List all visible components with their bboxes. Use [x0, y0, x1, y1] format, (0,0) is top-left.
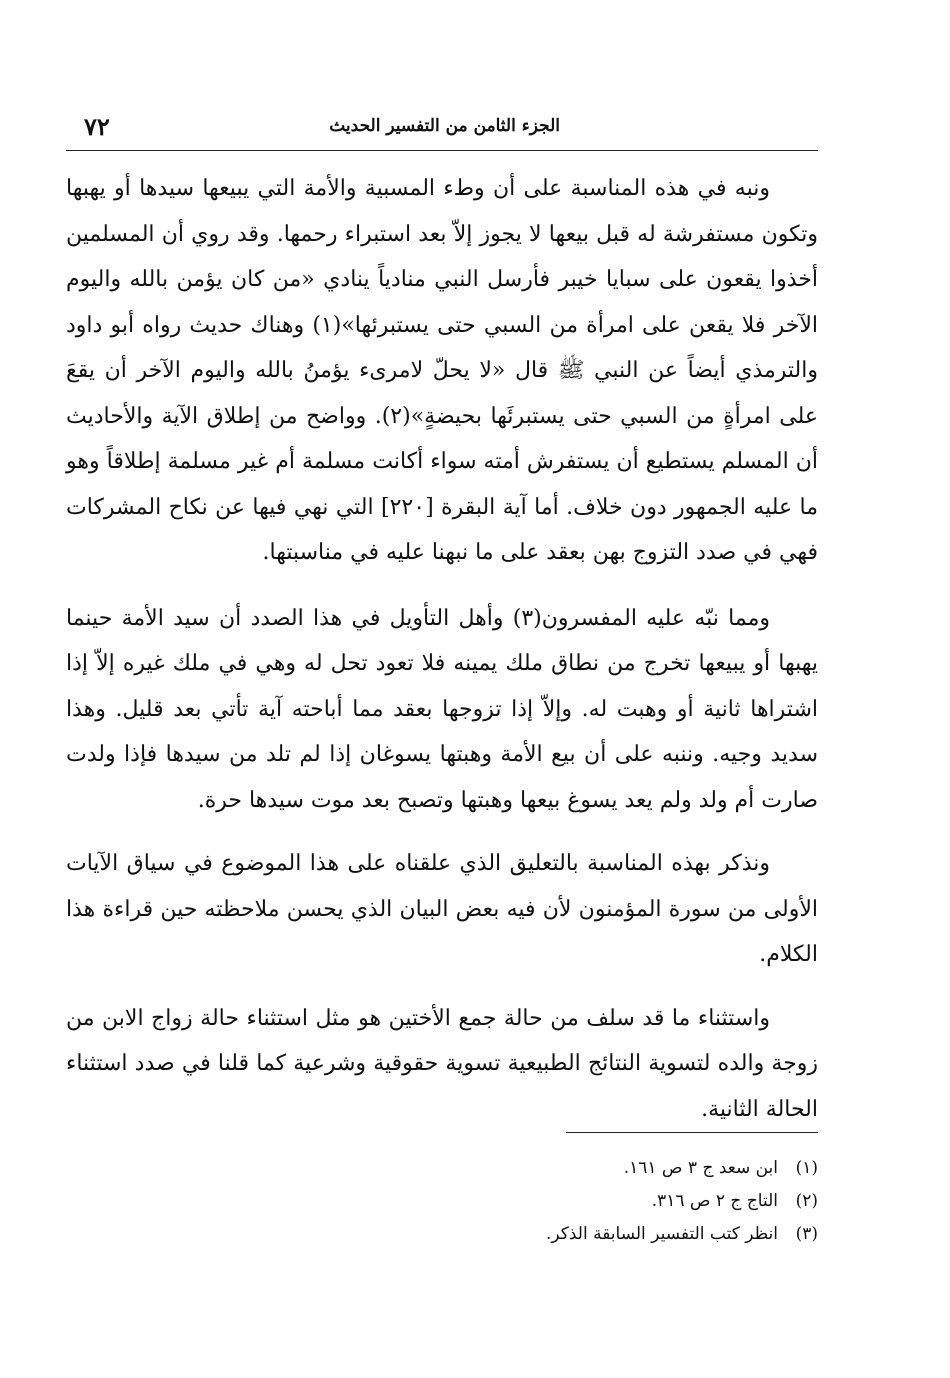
footnote-number: (٢) [795, 1191, 818, 1211]
footnote-number: (١) [795, 1158, 818, 1178]
paragraph: ونذكر بهذه المناسبة بالتعليق الذي علقناه على هذا الموضوع في سياق الآيات الأولى من سورة المؤمنون لأن فيه بعض البيان الذي يحسن ملاحظته حين قراءة هذا الكلام. [66, 851, 818, 967]
footnotes [258, 1152, 818, 1251]
footnote-text: انظر كتب التفسير السابقة الذكر. [545, 1224, 778, 1244]
running-header [66, 110, 818, 151]
footnote-number: (٣) [795, 1224, 818, 1244]
footnote [258, 1185, 818, 1218]
paragraph: واستثناء ما قد سلف من حالة جمع الأختين هو مثل استثناء حالة زواج الابن من زوجة والده لتسوية النتائج الطبيعية تسوية حقوقية وشرعية كما قلنا في صدد استثناء الحالة الثانية. [66, 1005, 818, 1122]
footnote-separator [566, 1132, 818, 1133]
main-text [66, 166, 818, 1150]
footnote [258, 1152, 818, 1185]
paragraph: ومما نبّه عليه المفسرون(٣) وأهل التأويل في هذا الصدد أن سيد الأمة حينما يهبها أو يبيعها تخرج من نطاق ملك يمينه فلا تعود تحل له وهي في ملك غيره إلاّ إذا اشتراها ثانية أو وهبت له. وإلاّ إذا تزوجها بعقد مما أباحته آية تأتي بعد قليل. وهذا سديد وجيه. وننبه على أن بيع الأمة وهبتها يسوغان إذا لم تلد من سيدها فإذا ولدت صارت أم ولد ولم يعد يسوغ بيعها وهبتها وتصبح بعد موت سيدها حرة. [66, 605, 818, 813]
footnote-text: ابن سعد ج ٣ ص ١٦١. [623, 1158, 778, 1178]
running-title: الجزء الثامن من التفسير الحديث [329, 116, 560, 136]
footnote-text: التاج ج ٢ ص ٣١٦. [651, 1191, 778, 1211]
page-number: ٧٢ [84, 112, 110, 141]
footnote [258, 1218, 818, 1251]
paragraph: ونبه في هذه المناسبة على أن وطء المسبية والأمة التي يبيعها سيدها أو يهبها وتكون مستفرشة له قبل بيعها لا يجوز إلاّ بعد استبراء رحمها. وقد روي أن المسلمين أخذوا يقعون على سبايا خيبر فأرسل النبي منادياً ينادي «من كان يؤمن بالله واليوم الآخر فلا يقعن على امرأة من السبي حتى يستبرئها»(١) وهناك حديث رواه أبو داود والترمذي أيضاً عن النبي ﷺ قال «لا يحلّ لامرىء يؤمنُ بالله واليوم الآخر أن يقعَ على امرأةٍ من السبي حتى يستبرئَها بحيضةٍ»(٢). وواضح من إطلاق الآية والأحاديث أن المسلم يستطيع أن يستفرش أمته سواء أكانت مسلمة أم غير مسلمة إطلاقاً وهو ما عليه الجمهور دون خلاف. أما آية البقرة [٢٢٠] التي نهي فيها عن نكاح المشركات فهي في صدد التزوج بهن بعقد على ما نبهنا عليه في مناسبتها. [66, 176, 818, 565]
